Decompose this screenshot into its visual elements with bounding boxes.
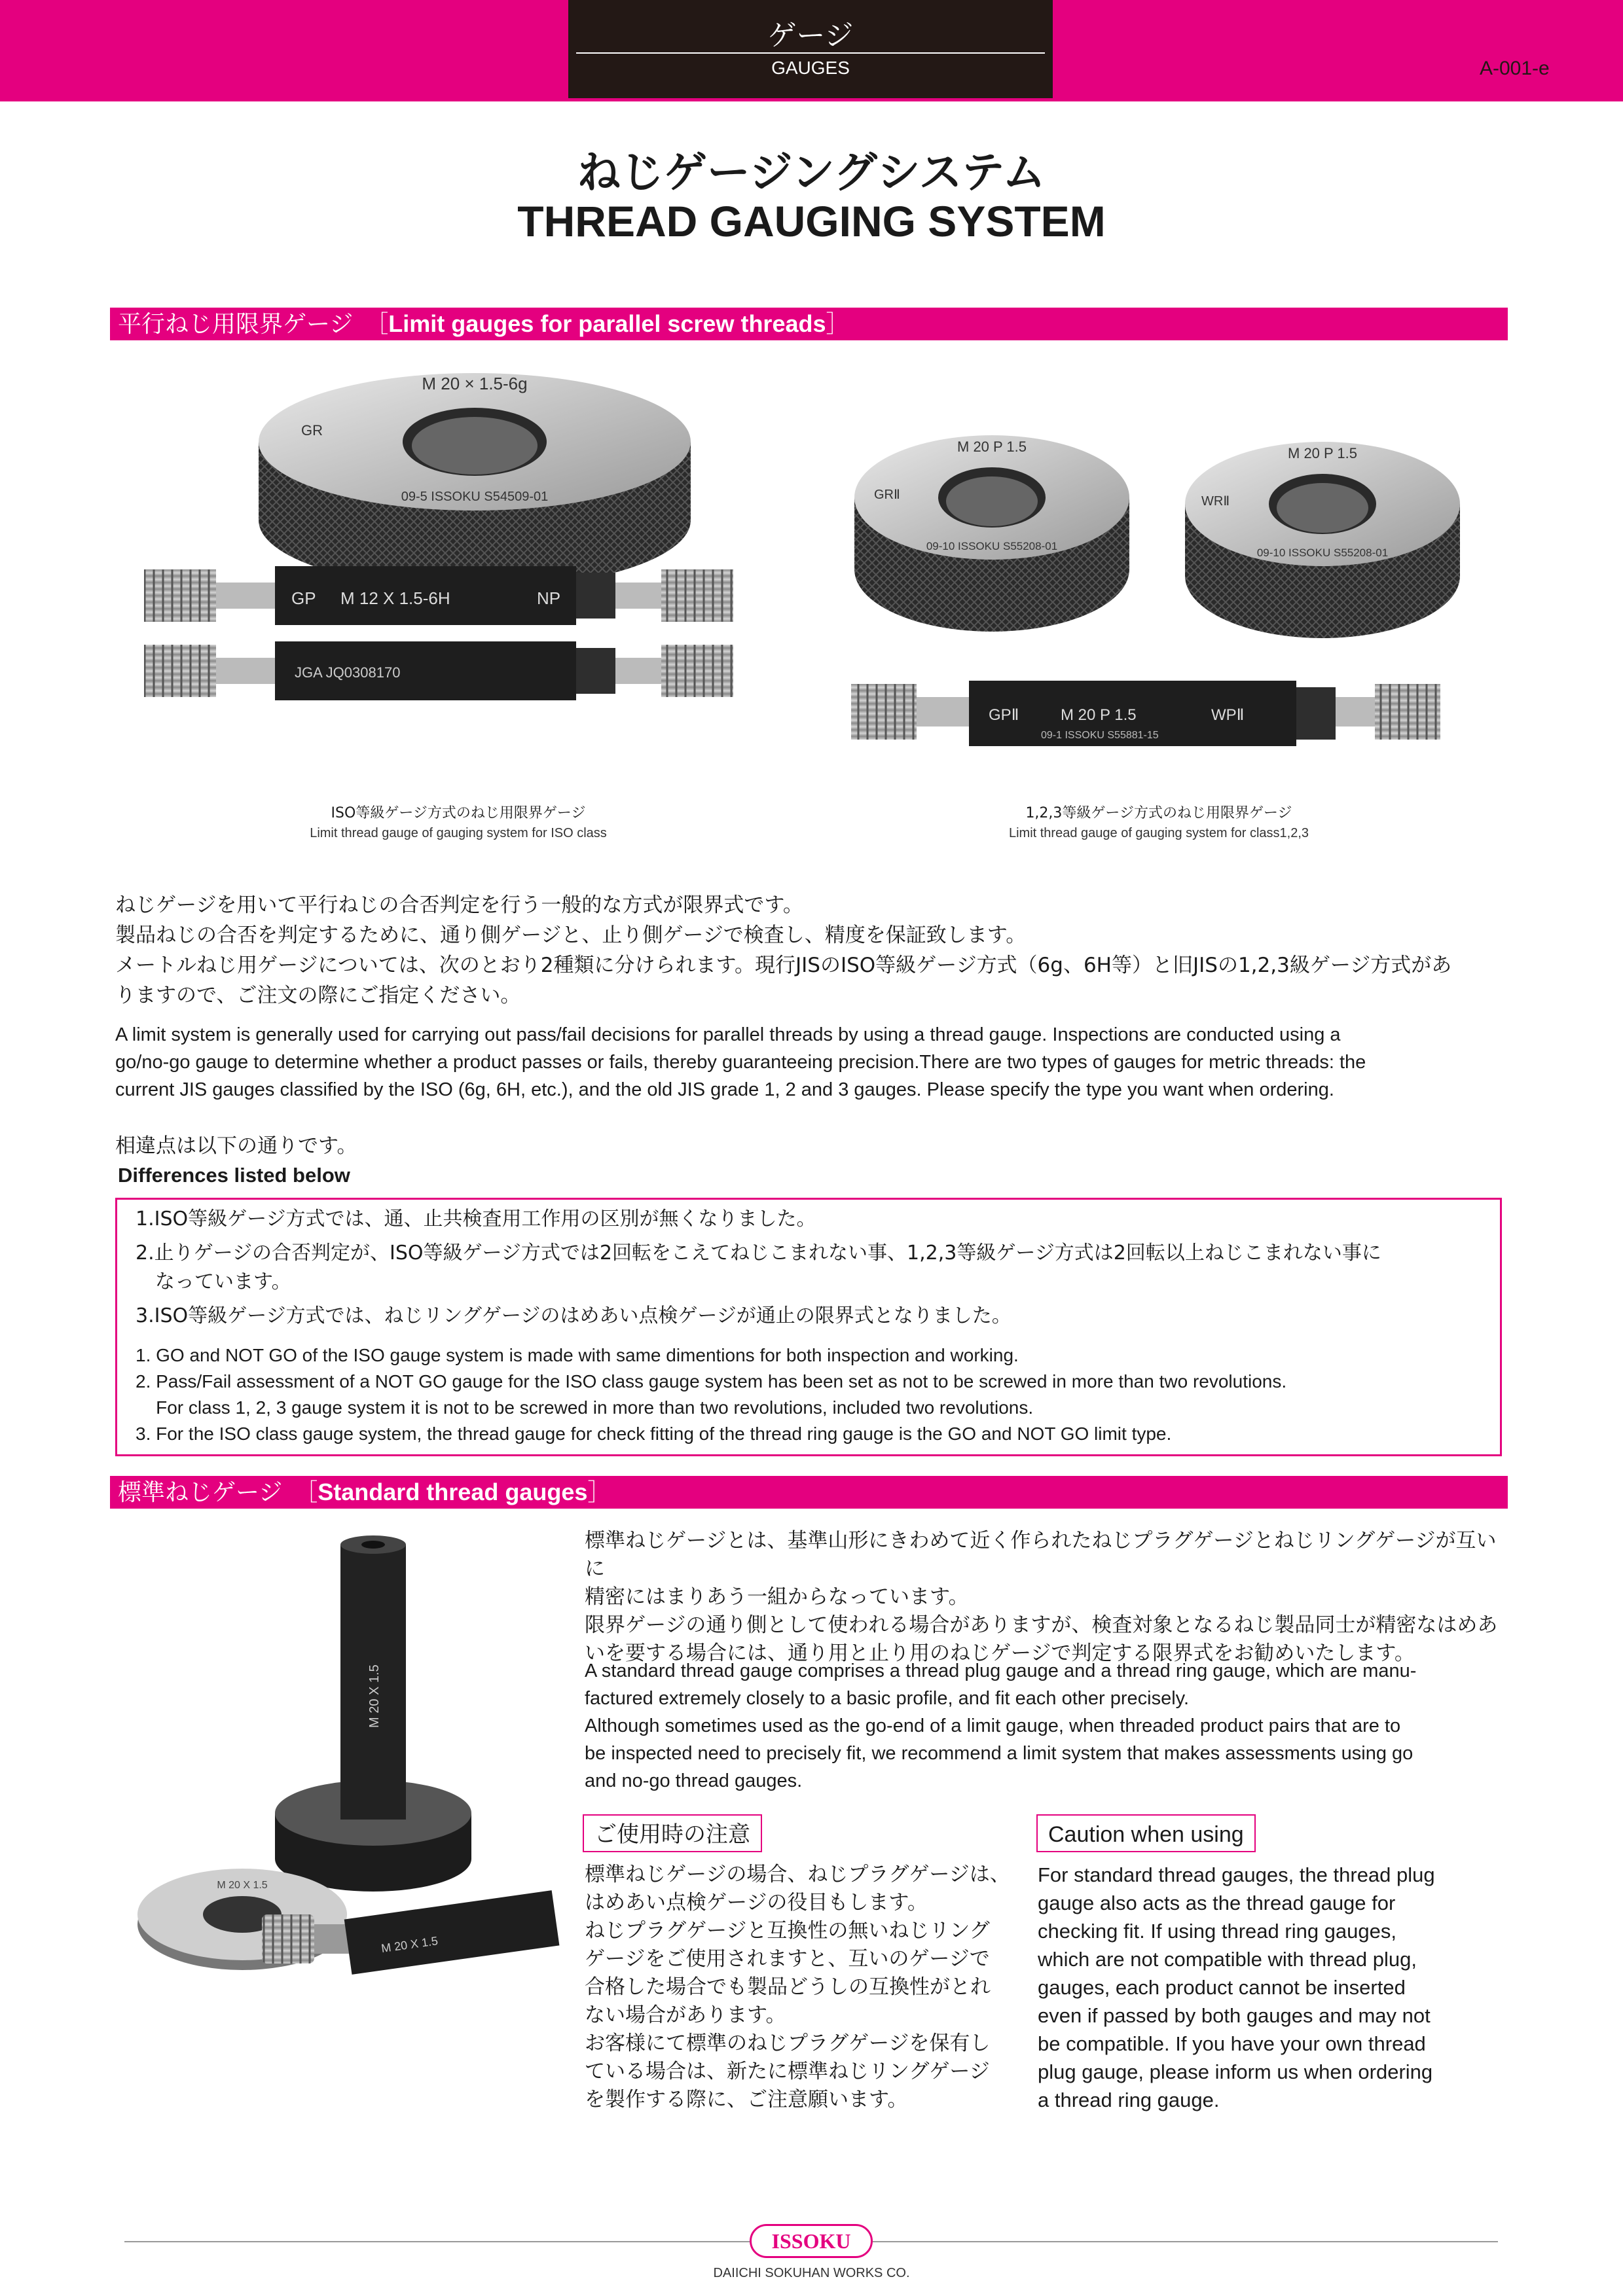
standard-gauge-illustration	[131, 1532, 563, 1983]
plug-nogo-mark-2: WPⅡ	[1211, 706, 1245, 724]
differences-box	[115, 1198, 1502, 1456]
plug-go-mark-2: GPⅡ	[989, 706, 1019, 724]
difference-en-2: 2. Pass/Fail assessment of a NOT GO gauge for the ISO class gauge system has been set as not to be screwed in more than two revolutions.	[136, 1371, 1287, 1391]
difference-jp-2: 2.止りゲージの合否判定が、ISO等級ゲージ方式では2回転をこえてねじこまれない事、1,2,3等級ゲージ方式は2回転以上ねじこまれない事に	[136, 1242, 1381, 1265]
paragraph-line: 合格した場合でも製品どうしの互換性がとれ	[585, 1975, 991, 1999]
section-heading-en: Standard thread gauges	[318, 1479, 588, 1505]
category-jp: ゲージ	[767, 19, 854, 52]
plug2-mark: JGA JQ0308170	[295, 664, 401, 681]
plug-size-mark: M 12 X 1.5-6H	[340, 588, 450, 608]
photo-standard-gauges	[131, 1532, 563, 1983]
ring2-marking: M 20 P 1.5	[1288, 445, 1357, 461]
ring-side-mark: GR	[301, 422, 323, 439]
caption-iso-jp: ISO等級ゲージ方式のねじ用限界ゲージ	[331, 805, 586, 821]
limit-gauge-description-en	[115, 1021, 1510, 1103]
limit-gauge-description-jp	[115, 890, 1510, 1011]
plug-code-2: 09-1 ISSOKU S55881-15	[1041, 730, 1159, 741]
ring-code: 09-5 ISSOKU S54509-01	[401, 490, 549, 504]
paragraph-line: 精密にはまりあう一組からなっています。	[585, 1585, 969, 1609]
ring-marking: M 20 × 1.5-6g	[422, 374, 528, 393]
paragraph-line: いを要する場合には、通り用と止り用のねじゲージで判定する限界式をお勧めいたします。	[585, 1641, 1415, 1665]
paragraph-line: 標準ねじゲージの場合、ねじプラグゲージは、	[585, 1863, 1010, 1886]
caption-iso-en: Limit thread gauge of gauging system for ISO class	[310, 826, 607, 840]
photo-iso-limit-gauges	[131, 357, 818, 776]
paragraph-line: gauge also acts as the thread gauge for	[1038, 1892, 1396, 1914]
paragraph-line: A standard thread gauge comprises a thread plug gauge and a thread ring gauge, which are manu-	[585, 1660, 1417, 1681]
paragraph-line: checking fit. If using thread ring gauges,	[1038, 1920, 1396, 1943]
paragraph-line: 製品ねじの合否を判定するために、通り側ゲージと、止り側ゲージで検査し、精度を保証致します。	[115, 924, 1027, 947]
paragraph-line: ない場合があります。	[585, 2003, 786, 2027]
section-heading-close: ］	[826, 311, 850, 338]
caption-class123	[930, 802, 1388, 841]
paragraph-line: current JIS gauges classified by the ISO (6g, 6H, etc.), and the old JIS grade 1, 2 and 3 gauges. Please specify the type you want when ordering.	[115, 1079, 1334, 1100]
paragraph-line: ねじプラグゲージと互換性の無いねじリング	[585, 1919, 990, 1943]
difference-en-2-cont: For class 1, 2, 3 gauge system it is not to be screwed in more than two revolutions, included two revolutions.	[136, 1397, 1034, 1418]
paragraph-line: お客様にて標準のねじプラグゲージを保有し	[585, 2032, 991, 2055]
ring2-side: WRⅡ	[1201, 494, 1230, 509]
category-en: GAUGES	[771, 58, 850, 78]
paragraph-line: For standard thread gauges, the thread plug	[1038, 1863, 1435, 1886]
caption-class123-en: Limit thread gauge of gauging system for class1,2,3	[1008, 826, 1309, 840]
plug-nogo-mark: NP	[537, 588, 561, 608]
iso-gauge-illustration	[131, 357, 818, 776]
section-heading-jp: 標準ねじゲージ ［	[118, 1479, 318, 1506]
ring1-code: 09-10 ISSOKU S55208-01	[926, 540, 1058, 552]
paragraph-line: be compatible. If you have your own thread	[1038, 2032, 1426, 2055]
difference-jp-3: 3.ISO等級ゲージ方式では、ねじリングゲージのはめあい点検ゲージが通止の限界式となりました。	[136, 1304, 1012, 1327]
paragraph-line: ている場合は、新たに標準ねじリングゲージ	[585, 2060, 990, 2083]
paragraph-line: ねじゲージを用いて平行ねじの合否判定を行う一般的な方式が限界式です。	[115, 893, 803, 917]
paragraph-line: factured extremely closely to a basic profile, and fit each other precisely.	[585, 1688, 1190, 1709]
ring2-code: 09-10 ISSOKU S55208-01	[1256, 547, 1389, 559]
differences-intro-en: Differences listed below	[118, 1164, 350, 1187]
paragraph-line: plug gauge, please inform us when ordering	[1038, 2060, 1433, 2083]
footer-rule-right	[873, 2241, 1498, 2242]
standard-gauge-description-en	[585, 1657, 1508, 1795]
paragraph-line: メートルねじ用ゲージについては、次のとおり2種類に分けられます。現行JISのISO等級ゲージ方式（6g、6H等）と旧JISの1,2,3級ゲージ方式があ	[115, 954, 1452, 977]
plug-go-mark: GP	[291, 588, 316, 608]
section-heading-jp: 平行ねじ用限界ゲージ ［	[118, 311, 389, 338]
paragraph-line: を製作する際に、ご注意願います。	[585, 2088, 908, 2111]
paragraph-line: a thread ring gauge.	[1038, 2089, 1220, 2111]
caution-body-en	[1038, 1861, 1509, 2114]
ring-marking-small: M 20 X 1.5	[217, 1880, 268, 1891]
caution-title-en: Caution when using	[1036, 1814, 1256, 1852]
standard-gauge-description-jp	[585, 1527, 1508, 1668]
difference-en-1: 1. GO and NOT GO of the ISO gauge system is made with same dimentions for both inspection and working.	[136, 1345, 1019, 1365]
paragraph-line: A limit system is generally used for carrying out pass/fail decisions for parallel threads by using a thread gauge. Inspections are conducted using a	[115, 1024, 1341, 1045]
section-heading-close: ］	[587, 1479, 611, 1506]
paragraph-line: 標準ねじゲージとは、基準山形にきわめて近く作られたねじプラグゲージとねじリングゲージが互いに	[585, 1529, 1497, 1581]
section-heading-limit-gauges	[110, 308, 1508, 340]
plug-horizontal-marking: M 20 X 1.5	[380, 1934, 439, 1956]
paragraph-line: はめあい点検ゲージの役目もします。	[585, 1891, 928, 1914]
caution-body-jp	[585, 1861, 1030, 2114]
difference-jp-2-cont: なっています。	[136, 1270, 291, 1293]
page-code: A-001-e	[1480, 58, 1550, 79]
paragraph-line: 限界ゲージの通り側として使われる場合がありますが、検査対象となるねじ製品同士が精密なはめあ	[585, 1613, 1498, 1637]
paragraph-line: ゲージをご使用されますと、互いのゲージで	[585, 1947, 990, 1971]
paragraph-line: gauges, each product cannot be inserted	[1038, 1976, 1406, 1999]
plug-vertical-marking: M 20 X 1.5	[367, 1664, 382, 1728]
ring1-marking: M 20 P 1.5	[957, 439, 1027, 455]
paragraph-line: which are not compatible with thread plug,	[1038, 1948, 1417, 1971]
paragraph-line: りますので、ご注文の際にご指定ください。	[115, 984, 521, 1007]
footer-rule-left	[124, 2241, 750, 2242]
page-title-jp: ねじゲージングシステム	[577, 147, 1046, 198]
page-title-en: THREAD GAUGING SYSTEM	[517, 197, 1106, 245]
class123-gauge-illustration	[845, 425, 1499, 779]
caution-title-jp: ご使用時の注意	[583, 1814, 762, 1852]
difference-en-3: 3. For the ISO class gauge system, the thread gauge for check fitting of the thread ring gauge is the GO and NOT GO limit type.	[136, 1424, 1172, 1444]
photo-class123-limit-gauges	[845, 425, 1499, 779]
paragraph-line: even if passed by both gauges and may not	[1038, 2004, 1431, 2027]
paragraph-line: be inspected need to precisely fit, we recommend a limit system that makes assessments using go	[585, 1743, 1413, 1764]
plug-size-mark-2: M 20 P 1.5	[1061, 706, 1137, 724]
category-divider	[576, 52, 1045, 54]
section-heading-standard-gauges	[110, 1476, 1508, 1509]
caption-iso	[229, 802, 687, 841]
paragraph-line: and no-go thread gauges.	[585, 1770, 803, 1791]
difference-jp-1: 1.ISO等級ゲージ方式では、通、止共検査用工作用の区別が無くなりました。	[136, 1208, 816, 1230]
company-name: DAIICHI SOKUHAN WORKS CO.	[713, 2266, 910, 2280]
paragraph-line: go/no-go gauge to determine whether a product passes or fails, thereby guaranteeing precision.There are two types of gauges for metric threads: the	[115, 1052, 1366, 1073]
ring1-side: GRⅡ	[874, 488, 900, 502]
differences-intro-jp: 相違点は以下の通りです。	[115, 1134, 357, 1158]
caption-class123-jp: 1,2,3等級ゲージ方式のねじ用限界ゲージ	[1025, 805, 1292, 821]
company-logo: ISSOKU	[750, 2224, 873, 2258]
paragraph-line: Although sometimes used as the go-end of a limit gauge, when threaded product pairs that are to	[585, 1715, 1401, 1736]
section-heading-en: Limit gauges for parallel screw threads	[388, 310, 826, 337]
